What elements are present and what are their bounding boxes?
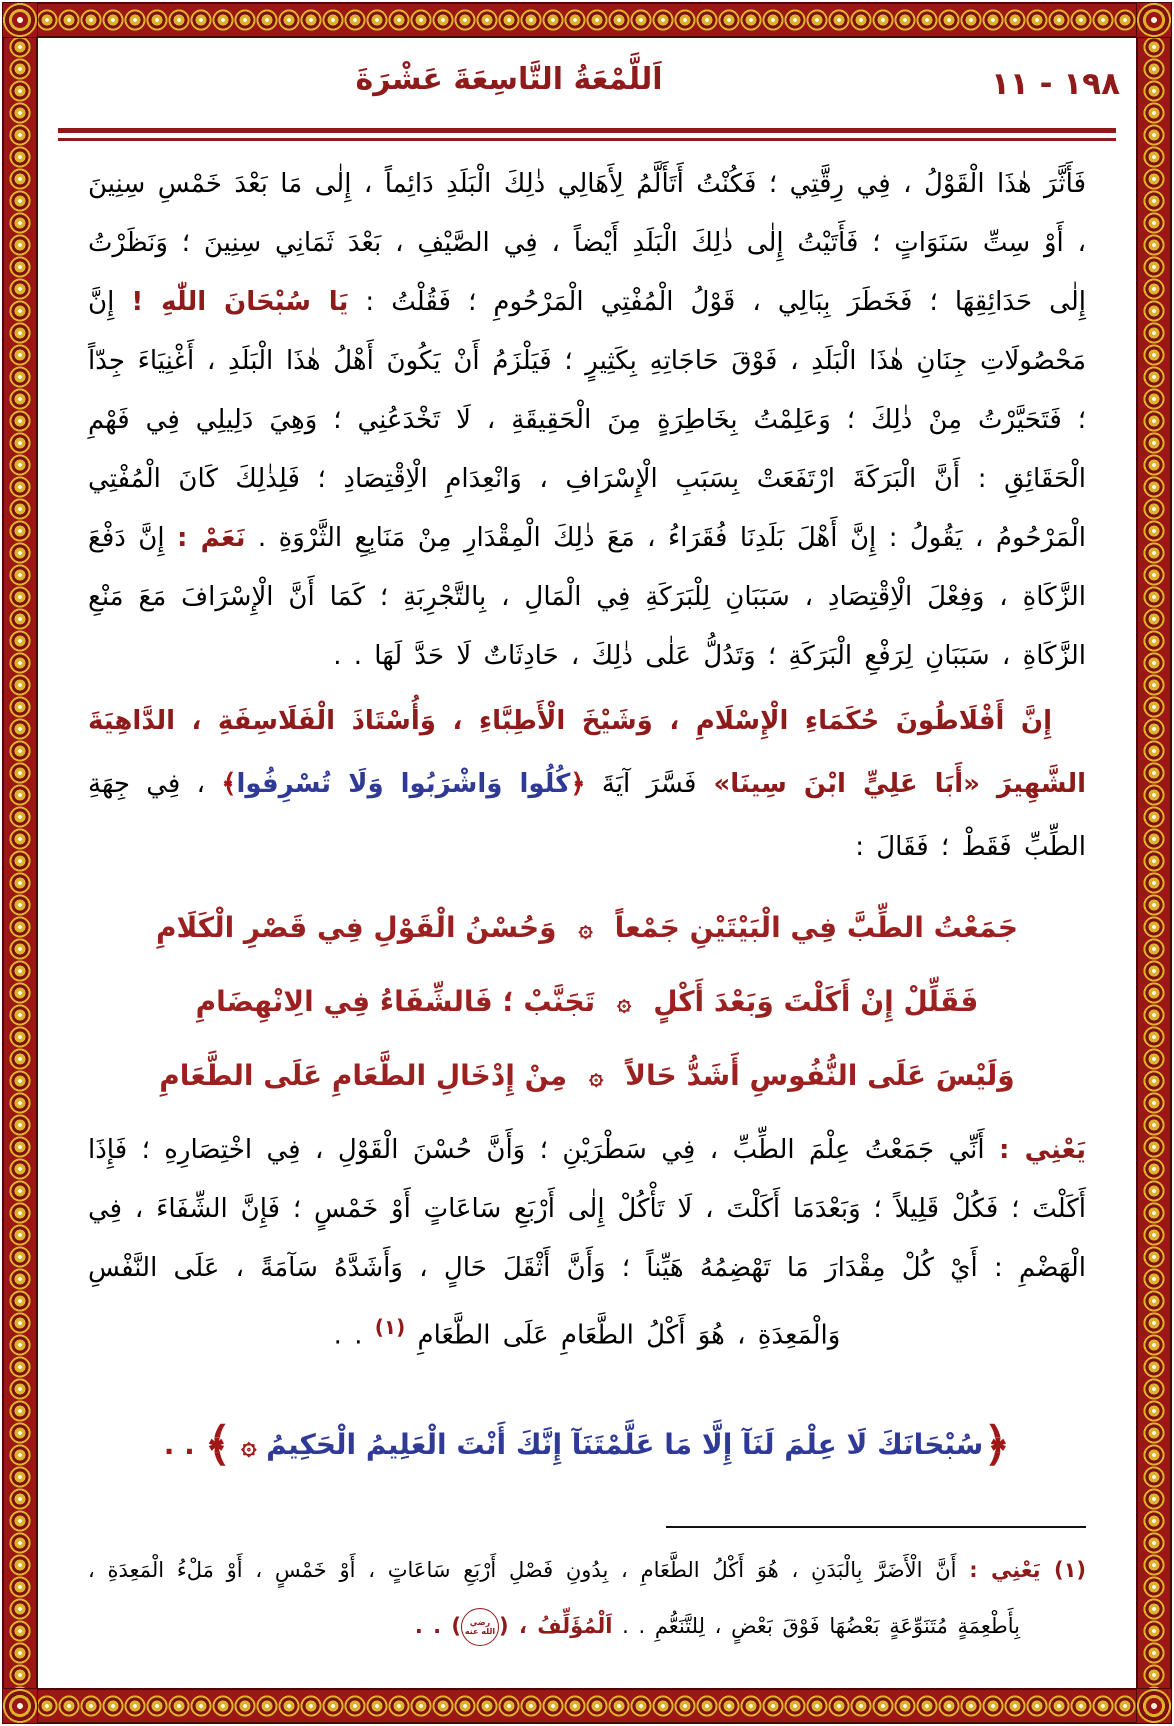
page-title: اَللَّمْعَةُ التَّاسِعَةَ عَشْرَةَ	[355, 62, 663, 97]
frame-border-left	[2, 36, 38, 1690]
ibn-sina-epithets: إِنَّ أَفْلَاطُونَ حُكَمَاءِ الْإِسْلَامِ ، وَشَيْخَ الْأَطِبَّاءِ ، وَأُسْتَاذَ الْفَلَاسِفَةِ ، الدَّاهِيَةَ الشَّهِيرَ «أَبَا عَلِيٍّ ابْنَ سِينَا»	[88, 706, 1087, 799]
footnote-reference: (١)	[374, 1315, 406, 1339]
footnote-text	[88, 1542, 1086, 1654]
frame-border-right	[1136, 36, 1172, 1690]
paren-close: ) . .	[414, 1614, 462, 1638]
hemistich: مِنْ إِدْخَالِ الطَّعَامِ عَلَى الطَّعَامِ	[159, 1059, 568, 1092]
poem-line	[88, 1039, 1086, 1113]
rub-el-hizb-icon: ۞	[241, 1430, 257, 1461]
hemistich: وَلَيْسَ عَلَى النُّفُوسِ أَشَدُّ حَالاً	[625, 1059, 1015, 1092]
header-double-rule	[58, 128, 1116, 141]
exclamation-subhanallah: يَا سُبْحَانَ اللّٰهِ !	[131, 287, 349, 317]
quran-phrase: كُلُوا وَاشْرَبُوا وَلَا تُسْرِفُوا	[236, 769, 571, 799]
ornate-bracket-open-icon: ﴿	[983, 1416, 1011, 1471]
text-run: أَنَّ الْأَضَرَّ بِالْبَدَنِ ، هُوَ أَكْلُ الطَّعَامِ ، بِدُونِ فَصْلِ أَرْبَعِ سَاعَاتٍ ، أَوْ خَمْسٍ ، أَوْ مَلْءُ الْمَعِدَةِ ، بِأَطْعِمَةٍ مُتَنَوِّعَةٍ بَعْضُهَا فَوْقَ بَعْضٍ ، لِلتَّنَعُّمِ . .	[88, 1558, 1020, 1638]
author-seal-icon: رضي الله عنه	[461, 1608, 499, 1646]
frame-corner-rosette-icon	[2, 1688, 38, 1724]
paragraph-ibn-sina	[88, 690, 1086, 879]
frame-corner-rosette-icon	[1136, 1688, 1172, 1724]
hemistich: جَمَعْتُ الطِّبَّ فِي الْبَيْتَيْنِ جَمْعاً	[614, 911, 1018, 944]
frame-border-top	[36, 2, 1138, 38]
rub-el-hizb-icon: ۞	[578, 914, 593, 942]
text-run: إِنَّ مَحْصُولَاتِ جِنَانِ هٰذَا الْبَلَدِ ، فَوْقَ حَاجَاتِهِ بِكَثِيرٍ ؛ فَيَلْزَمُ أَنْ يَكُونَ أَهْلُ هٰذَا الْبَلَدِ ، أَغْنِيَاءَ جِدّاً ؛ فَتَحَيَّرْتُ مِنْ ذٰلِكَ ؛ وَعَلِمْتُ بِخَاطِرَةٍ مِنَ الْحَقِيقَةِ ، لَا تَخْدَعُنِي ؛ وَهِيَ دَلِيلِي فِي فَهْمِ الْحَقَائِقِ : أَنَّ الْبَرَكَةَ ارْتَفَعَتْ بِسَبَبِ الْإِسْرَافِ ، وَانْعِدَامِ الْاِقْتِصَادِ ؛ فَلِذٰلِكَ كَانَ الْمُفْتِي الْمَرْحُومُ ، يَقُولُ : إِنَّ أَهْلَ بَلَدِنَا فُقَرَاءُ ، مَعَ ذٰلِكَ الْمِقْدَارِ مِنْ مَنَابِعِ الثَّرْوَةِ .	[88, 287, 1087, 553]
frame-corner-rosette-icon	[1136, 2, 1172, 38]
ornate-bracket-open-icon: ﴿	[570, 769, 586, 799]
paragraph-mufti-story	[88, 155, 1086, 686]
text-run: فَأَثَّرَ هٰذَا الْقَوْلُ ، فِي رِقَّتِي ؛ فَكُنْتُ أَتَأَلَّمُ لِأَهَالِي ذٰلِكَ الْبَلَدِ دَائِماً ، إِلٰى مَا بَعْدَ خَمْسِ سِنِينَ ، أَوْ سِتِّ سَنَوَاتٍ ؛ فَأَتَيْتُ إِلٰى ذٰلِكَ الْبَلَدِ أَيْضاً ، فِي الصَّيْفِ ، بَعْدَ ثَمَانِي سِنِينَ ؛ وَنَظَرْتُ إِلٰى حَدَائِقِهَا ؛ فَخَطَرَ بِبَالِي ، قَوْلُ الْمُفْتِي الْمَرْحُومِ ؛ فَقُلْتُ :	[88, 169, 1086, 317]
verse-text: سُبْحَانَكَ لَا عِلْمَ لَنَآ إِلَّا مَا عَلَّمْتَنَآ إِنَّكَ أَنْتَ الْعَلِيمُ الْحَكِيمُ	[266, 1427, 984, 1461]
footnote-section	[88, 1526, 1086, 1688]
poem-line	[88, 891, 1086, 965]
frame-border-bottom	[36, 1688, 1138, 1724]
text-run: . .	[333, 1320, 375, 1351]
author-label: اَلْمُؤَلِّفُ ،	[518, 1614, 613, 1638]
page-content	[38, 38, 1136, 1688]
hemistich: فَقَلِّلْ إِنْ أَكَلْتَ وَبَعْدَ أَكْلٍ	[653, 985, 979, 1018]
frame-corner-rosette-icon	[2, 2, 38, 38]
rub-el-hizb-icon: ۞	[617, 988, 632, 1016]
text-run: أَنِّي جَمَعْتُ عِلْمَ الطِّبِّ ، فِي سَطْرَيْنِ ؛ وَأَنَّ حُسْنَ الْقَوْلِ ، فِي اخْتِصَارِهِ ؛ فَإِذَا أَكَلْتَ ؛ فَكُلْ قَلِيلاً ؛ وَبَعْدَمَا أَكَلْتَ ، لَا تَأْكُلْ إِلٰى أَرْبَعِ سَاعَاتٍ أَوْ خَمْسٍ ؛ فَإِنَّ الشِّفَاءَ ، فِي الْهَضْمِ : أَيْ كُلْ مِقْدَارَ مَا تَهْضِمُهُ هَيِّناً ؛ وَأَنَّ أَثْقَلَ حَالٍ ، وَأَشَدَّهُ سَآمَةً ، عَلَى النَّفْسِ وَالْمَعِدَةِ ، هُوَ أَكْلُ الطَّعَامِ عَلَى الطَّعَامِ	[88, 1135, 1086, 1351]
ornate-bracket-close-icon: ﴾	[204, 1416, 232, 1471]
quran-verse	[88, 1412, 1086, 1477]
footnote-separator	[666, 1526, 1086, 1528]
page-header	[38, 56, 1136, 120]
footnote-marker: (١) يَعْنِي :	[969, 1558, 1086, 1582]
keyword-naam: نَعَمْ :	[177, 523, 246, 553]
text-run: ، فِي جِهَةِ الطِّبِّ فَقَطْ ؛ فَقَالَ :	[88, 769, 1086, 862]
poem-line	[88, 965, 1086, 1039]
keyword-yani: يَعْنِي :	[999, 1135, 1086, 1165]
body-text	[38, 141, 1136, 1688]
paragraph-explanation	[88, 1121, 1086, 1366]
trailing-dots: . .	[163, 1427, 205, 1461]
hemistich: تَجَنَّبْ ؛ فَالشِّفَاءُ فِي الِانْهِضَامِ	[195, 985, 596, 1018]
page-number: ١٩٨ - ١١	[990, 66, 1120, 102]
ornate-bracket-close-icon: ﴾	[221, 769, 237, 799]
text-run: فَسَّرَ آيَةَ	[585, 769, 697, 799]
medical-poem	[88, 891, 1086, 1113]
rub-el-hizb-icon: ۞	[589, 1062, 604, 1090]
hemistich: وَحُسْنُ الْقَوْلِ فِي قَصْرِ الْكَلَامِ	[156, 911, 557, 944]
text-run: إِنَّ دَفْعَ الزَّكَاةِ ، وَفِعْلَ الْاِقْتِصَادِ ، سَبَبَانِ لِلْبَرَكَةِ فِي الْمَالِ ، بِالتَّجْرِبَةِ ؛ كَمَا أَنَّ الْإِسْرَافَ مَعَ مَنْعِ الزَّكَاةِ ، سَبَبَانِ لِرَفْعِ الْبَرَكَةِ ؛ وَتَدُلُّ عَلٰى ذٰلِكَ ، حَادِثَاتٌ لَا حَدَّ لَهَا . .	[88, 523, 1086, 671]
paren-open: (	[499, 1614, 519, 1638]
